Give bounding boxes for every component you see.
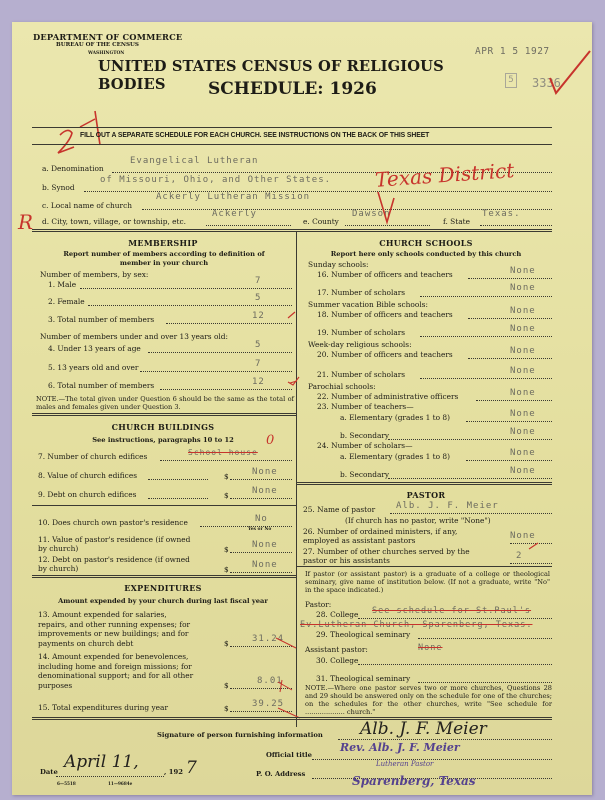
total-members-label: 3. Total number of members — [48, 315, 155, 324]
leader-line — [140, 371, 292, 372]
buildings-subheading: See instructions, paragraphs 10 to 12 — [92, 436, 234, 444]
divider — [32, 575, 296, 578]
education-intro: If pastor (or assistant pastor) is a graduate of a college or theological seminary, give name of institution below. (If not a graduate, write "No" in the space indicated.) — [305, 570, 550, 594]
parochial-admin-field[interactable]: None — [510, 388, 536, 398]
leader-line — [200, 526, 292, 527]
official-title-label: Official title — [266, 751, 312, 759]
under-13-field[interactable]: 5 — [255, 340, 262, 350]
edifices-debt-field[interactable]: None — [252, 486, 278, 496]
school-item-label: 18. Number of officers and teachers — [317, 310, 453, 319]
county-field[interactable]: Dawson — [352, 209, 391, 219]
school-item-label: b. Secondary — [340, 431, 390, 440]
scholars-secondary-field[interactable]: None — [510, 466, 536, 476]
leader-line — [160, 460, 292, 461]
school-item-label: 22. Number of administrative officers — [317, 392, 459, 401]
membership-subheading: Report number of members according to definition of member in your church — [63, 250, 265, 267]
signature-field[interactable]: Alb. J. F. Meier — [360, 719, 487, 739]
residence-debt-label: 12. Debt on pastor's residence (if owned by church) — [38, 555, 190, 573]
leader-line — [466, 421, 552, 422]
divider — [32, 229, 552, 232]
leader-line — [80, 288, 292, 289]
pastor-heading: PASTOR — [406, 490, 446, 500]
total-members-field[interactable]: 12 — [252, 311, 265, 321]
state-label: f. State — [443, 217, 470, 226]
weekday-schools-label: Week-day religious schools: — [308, 340, 412, 349]
divider — [32, 144, 552, 145]
print-code: 11—9684e — [108, 781, 133, 786]
local-name-label: c. Local name of church — [42, 201, 132, 210]
total-members-age-field[interactable]: 12 — [252, 377, 265, 387]
college-field[interactable]: See schedule for St.Paul's — [372, 606, 532, 616]
summer-schools-label: Summer vacation Bible schools: — [308, 300, 428, 309]
assistant-college-label: 30. College — [316, 656, 359, 665]
leader-line — [468, 358, 552, 359]
leader-line — [510, 563, 552, 564]
under-13-label: 4. Under 13 years of age — [48, 344, 141, 353]
school-item-label: 16. Number of officers and teachers — [317, 270, 453, 279]
leader-line — [476, 400, 552, 401]
total-members-age-label: 6. Total number of members — [48, 381, 155, 390]
city-label: d. City, town, village, or township, etc. — [42, 217, 187, 226]
other-churches-label: 27. Number of other churches served by the pastor or his assistants — [303, 547, 470, 565]
dollar-sign: $ — [224, 704, 229, 713]
over-13-field[interactable]: 7 — [255, 359, 262, 369]
seminary-line — [418, 638, 552, 639]
benevolences-label: 14. Amount expended for benevolences, including home and foreign missions; for denominational support; and for all other purposes — [38, 652, 194, 690]
amount-line — [230, 572, 292, 573]
signature-label: Signature of person furnishing information — [157, 731, 323, 739]
po-address-label: P. O. Address — [256, 770, 306, 778]
divider — [32, 505, 296, 506]
college-line — [358, 618, 552, 619]
weekday-scholars-field[interactable]: None — [510, 366, 536, 376]
local-name-field[interactable]: Ackerly Lutheran Mission — [156, 192, 311, 202]
leader-line — [388, 478, 552, 479]
leader-line — [148, 352, 292, 353]
residence-value-label: 11. Value of pastor's residence (if owned by church) — [38, 535, 191, 553]
state-line — [480, 225, 552, 226]
margin-mark-r: R — [18, 210, 34, 234]
sunday-schools-label: Sunday schools: — [308, 260, 369, 269]
red-checkmark-icon — [372, 186, 402, 226]
weekday-officers-field[interactable]: None — [510, 346, 536, 356]
school-item-label: a. Elementary (grades 1 to 8) — [340, 452, 451, 461]
membership-heading: MEMBERSHIP — [128, 238, 198, 248]
yes-no-hint: Yes or No — [248, 527, 272, 532]
signature-line — [338, 739, 552, 740]
female-label: 2. Female — [48, 297, 85, 306]
school-item-label: 23. Number of teachers— — [317, 402, 414, 411]
red-tick-icon — [287, 375, 301, 387]
pastor-name-field[interactable]: Alb. J. F. Meier — [396, 501, 499, 511]
stamp-box: 5 — [505, 73, 517, 88]
amount-line — [230, 552, 292, 553]
school-item-label: 20. Number of officers and teachers — [317, 350, 453, 359]
divider — [32, 127, 552, 128]
denomination-label: a. Denomination — [42, 164, 104, 173]
pastor-name-hint: (If church has no pastor, write "None") — [345, 516, 491, 525]
college-label: 28. College — [316, 610, 359, 619]
assistant-college-line — [358, 664, 552, 665]
age-group-label: Number of members under and over 13 years old: — [40, 332, 228, 341]
fill-out-instruction: FILL OUT A SEPARATE SCHEDULE FOR EACH CHURCH. SEE INSTRUCTIONS ON THE BACK OF THIS SHEET — [80, 130, 430, 139]
leader-line — [88, 305, 292, 306]
sunday-scholars-field[interactable]: None — [510, 283, 536, 293]
assistant-pastor-label: Assistant pastor: — [305, 645, 368, 654]
total-expenditures-field[interactable]: 39.25 — [252, 699, 285, 709]
school-item-label: 24. Number of scholars— — [317, 441, 413, 450]
department-heading: DEPARTMENT OF COMMERCE — [33, 32, 183, 42]
form-title: UNITED STATES CENSUS OF RELIGIOUS BODIES — [98, 57, 444, 93]
school-item-label: 17. Number of scholars — [317, 288, 406, 297]
county-label: e. County — [303, 217, 339, 226]
synod-label: b. Synod — [42, 183, 75, 192]
city-line — [206, 225, 291, 226]
buildings-heading: CHURCH BUILDINGS — [111, 422, 215, 432]
date-field[interactable]: April 11, — [64, 752, 139, 772]
edifices-count-label: 7. Number of church edifices — [38, 452, 148, 461]
edifices-debt-label: 9. Debt on church edifices — [38, 490, 137, 499]
red-tick-icon — [528, 541, 540, 551]
year-field[interactable]: 7 — [186, 758, 197, 778]
city-field[interactable]: Ackerly — [212, 209, 257, 219]
serial-number: 3336 — [532, 76, 561, 90]
seminary-label: 29. Theological seminary — [316, 630, 411, 639]
leader-line — [160, 389, 292, 390]
pastor-name-label: 25. Name of pastor — [303, 505, 376, 514]
bureau-heading: BUREAU OF THE CENSUS — [56, 42, 139, 48]
pastor-name-line — [390, 513, 552, 514]
other-churches-field[interactable]: 2 — [516, 551, 523, 561]
dollar-sign: $ — [224, 639, 229, 648]
official-title-field[interactable]: Rev. Alb. J. F. Meier — [340, 741, 460, 754]
membership-note: NOTE.—The total given under Question 6 should be the same as the total of males and females given under Question 3. — [36, 395, 294, 411]
school-item-label: 21. Number of scholars — [317, 370, 406, 379]
amount-line — [230, 498, 292, 499]
leader-line — [166, 323, 292, 324]
dollar-sign: $ — [224, 472, 229, 481]
red-checkmark-icon — [548, 48, 593, 98]
scholars-elementary-field[interactable]: None — [510, 448, 536, 458]
school-item-label: b. Secondary — [340, 470, 390, 479]
female-count-field[interactable]: 5 — [255, 293, 262, 303]
college-field-continued[interactable]: Ev.Lutheran Church, Sparenberg, Texas. — [300, 620, 533, 630]
residence-value-field[interactable]: None — [252, 540, 278, 550]
total-expenditures-label: 15. Total expenditures during year — [38, 703, 168, 712]
over-13-label: 5. 13 years old and over — [48, 363, 139, 372]
summer-officers-field[interactable]: None — [510, 306, 536, 316]
red-tick-icon — [287, 311, 297, 321]
edifices-value-field[interactable]: None — [252, 467, 278, 477]
synod-annotation: Texas District — [374, 158, 516, 192]
leader-line — [388, 439, 552, 440]
city-heading: WASHINGTON — [88, 51, 125, 56]
assistant-pastors-label: 26. Number of ordained ministers, if any, employed as assistant pastors — [303, 527, 458, 545]
red-correction-marks — [272, 630, 302, 720]
school-item-label: 19. Number of scholars — [317, 328, 406, 337]
leader-line — [420, 378, 552, 379]
state-field[interactable]: Texas. — [482, 209, 521, 219]
leader-line — [148, 498, 208, 499]
expenditures-subheading: Amount expended by your church during last fiscal year — [58, 597, 268, 605]
edifices-value-label: 8. Value of church edifices — [38, 471, 137, 480]
form-subtitle: SCHEDULE: 1926 — [208, 79, 377, 99]
divider — [296, 482, 552, 485]
parochial-schools-label: Parochial schools: — [308, 382, 376, 391]
school-item-label: a. Elementary (grades 1 to 8) — [340, 413, 451, 422]
by-sex-label: Number of members, by sex: — [40, 270, 149, 279]
assistant-seminary-line — [418, 682, 552, 683]
leader-line — [148, 479, 208, 480]
date-label: Date — [40, 768, 58, 776]
leader-line — [420, 296, 552, 297]
residence-debt-field[interactable]: None — [252, 560, 278, 570]
expenditures-heading: EXPENDITURES — [124, 583, 202, 593]
owns-residence-field[interactable]: No — [255, 514, 268, 524]
teachers-elementary-field[interactable]: None — [510, 409, 536, 419]
form-code: 6—5518 — [57, 781, 76, 786]
edifices-correction: 0 — [266, 433, 275, 448]
teachers-secondary-field[interactable]: None — [510, 427, 536, 437]
schools-subheading: Report here only schools conducted by this church — [330, 250, 522, 258]
leader-line — [466, 460, 552, 461]
running-expenses-label: 13. Amount expended for salaries, repairs, and other running expenses; for improvements or new buildings; and for payments on church debt — [38, 610, 191, 648]
male-count-field[interactable]: 7 — [255, 276, 262, 286]
dollar-sign: $ — [224, 565, 229, 574]
assistant-pastors-field[interactable]: None — [510, 531, 536, 541]
benevolences-field[interactable]: 8.01 — [257, 676, 283, 686]
dollar-sign: $ — [224, 681, 229, 690]
running-expenses-field[interactable]: 31.24 — [252, 634, 285, 644]
synod-line — [84, 191, 552, 192]
year-prefix: , 192 — [164, 768, 183, 776]
schools-heading: CHURCH SCHOOLS — [379, 238, 473, 248]
dollar-sign: $ — [224, 545, 229, 554]
leader-line — [420, 336, 552, 337]
leader-line — [468, 278, 552, 279]
pastor-education-label: Pastor: — [305, 600, 332, 609]
synod-field[interactable]: of Missouri, Ohio, and Other States. — [100, 175, 332, 185]
sunday-officers-field[interactable]: None — [510, 266, 536, 276]
denomination-field[interactable]: Evangelical Lutheran — [130, 156, 259, 166]
male-label: 1. Male — [48, 280, 77, 289]
dollar-sign: $ — [224, 491, 229, 500]
edifices-count-field[interactable]: School house — [188, 448, 258, 457]
received-date-stamp: APR 1 5 1927 — [475, 46, 550, 57]
date-line — [56, 776, 164, 777]
po-address-field[interactable]: Sparenberg, Texas — [352, 774, 476, 788]
summer-scholars-field[interactable]: None — [510, 324, 536, 334]
assistant-pastor-field[interactable]: None — [418, 643, 443, 653]
assistant-seminary-label: 31. Theological seminary — [316, 674, 411, 683]
divider — [32, 413, 296, 416]
leader-line — [468, 318, 552, 319]
divider — [296, 566, 552, 567]
amount-line — [230, 479, 292, 480]
pastor-note: NOTE.—Where one pastor serves two or more churches, Questions 28 and 29 should be answered only on the schedule for one of the churches; on the schedules for the other churches, write "See schedule for ................... church." — [305, 684, 552, 716]
owns-residence-label: 10. Does church own pastor's residence — [38, 518, 188, 527]
official-title-field-2[interactable]: Lutheran Pastor — [376, 760, 434, 768]
